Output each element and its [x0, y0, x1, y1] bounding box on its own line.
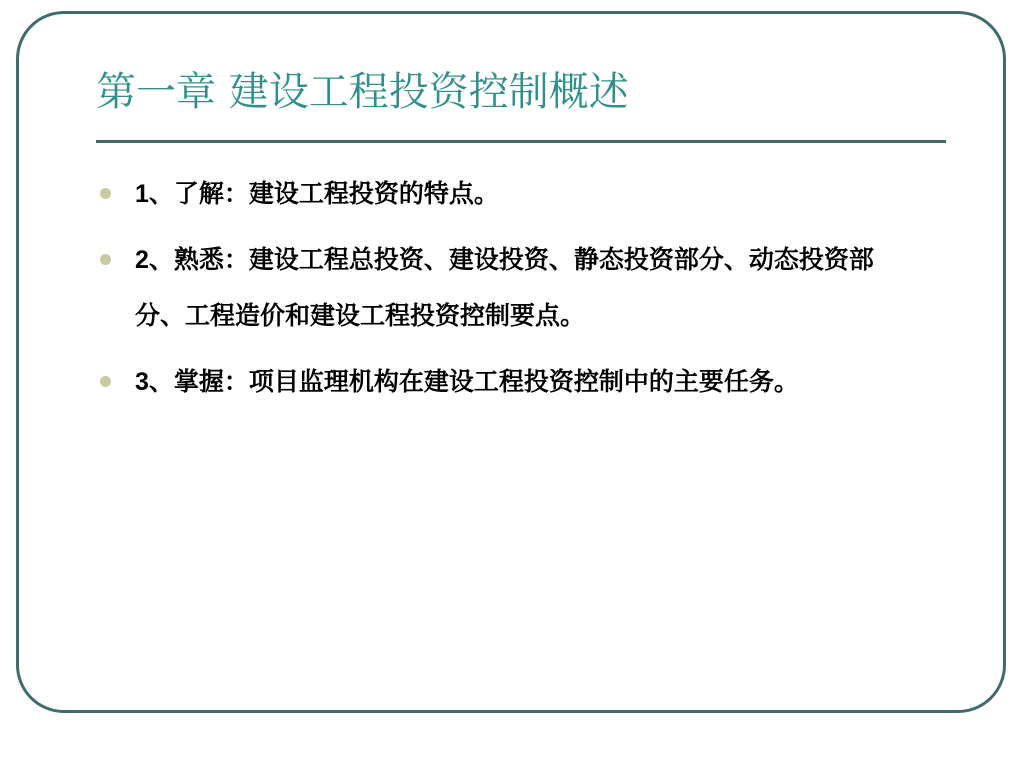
bullet-item-1	[100, 166, 920, 222]
bullet-text: 、掌握：项目监理机构在建设工程投资控制中的主要任务。	[148, 367, 799, 396]
bullet-item-2	[100, 232, 920, 344]
slide-title: 第一章 建设工程投资控制概述	[96, 69, 629, 115]
bullet-number: 3	[135, 368, 149, 396]
bullet-text: 、熟悉：建设工程总投资、建设投资、静态投资部分、动态投资部分、工程造价和建设工程投资控制要点。	[135, 245, 874, 330]
bullet-dot-icon	[100, 188, 111, 199]
bullet-number: 1	[135, 180, 149, 208]
bullet-dot-icon	[100, 376, 111, 387]
bullet-list	[100, 166, 920, 420]
bullet-text: 、了解：建设工程投资的特点。	[148, 179, 499, 208]
bullet-item-3	[100, 354, 920, 410]
title-divider	[96, 140, 946, 143]
bullet-dot-icon	[100, 254, 111, 265]
bullet-number: 2	[135, 246, 149, 274]
